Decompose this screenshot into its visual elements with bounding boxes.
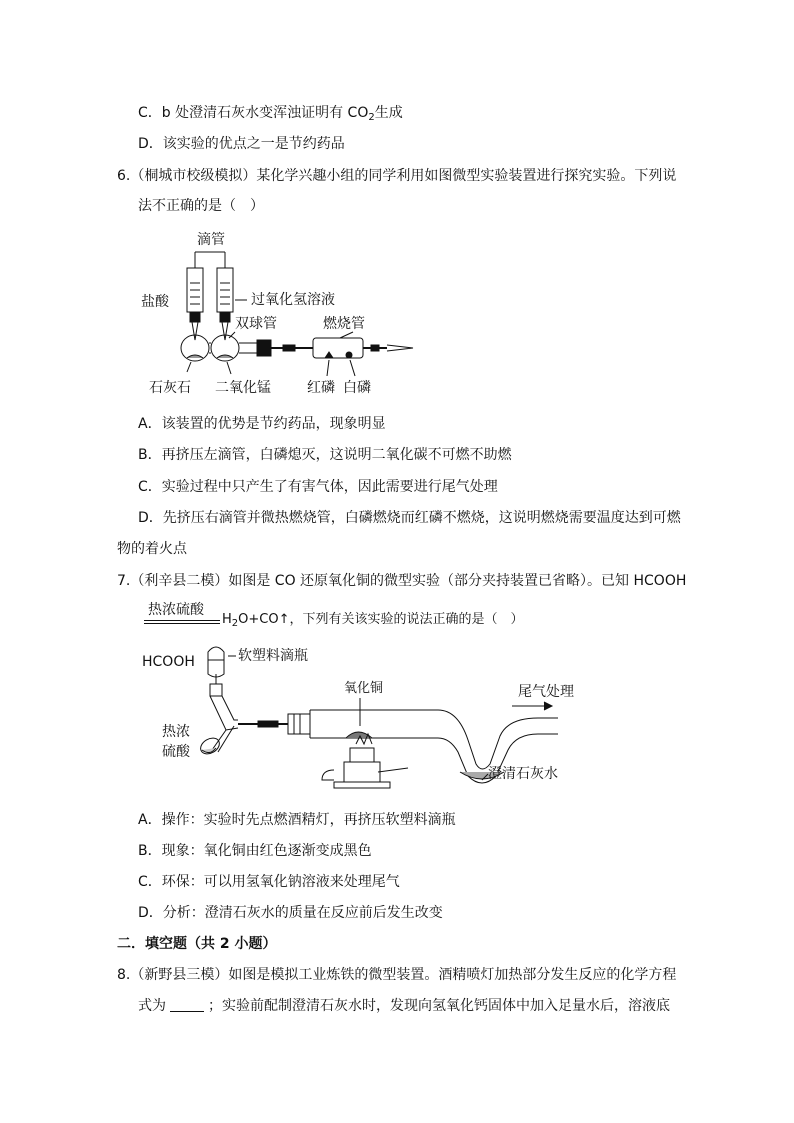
label-h2o2: 过氧化氢溶液 [251, 292, 335, 308]
q5-option-d: D．该实验的优点之一是节约药品 [138, 136, 345, 152]
q7-option-a: A．操作：实验时先点燃酒精灯，再挤压软塑料滴瓶 [138, 812, 456, 828]
q7-stem-line2: $H_2O+CO↑$，下列有关该实验的说法正确的是（ ） [222, 612, 524, 629]
q7-reaction-arrow-second-line [144, 623, 220, 624]
label-combustion-tube: 燃烧管 [323, 316, 365, 332]
label-hot-conc: 热浓 [162, 724, 190, 740]
q7-reaction-condition: 热浓硫酸 [148, 602, 204, 618]
q8-stem-line1: 8.（新野县三模）如图是模拟工业炼铁的微型装置。酒精喷灯加热部分发生反应的化学方程 [117, 967, 677, 983]
label-soft-bottle: 软塑料滴瓶 [238, 648, 308, 664]
label-cuo: 氧化铜 [344, 681, 384, 696]
q8-stem-line2: 式为 ；实验前配制澄清石灰水时，发现向氢氧化钙固体中加入足量水后，溶液底 [138, 998, 670, 1014]
q7-stem-line1: 7.（利辛县二模）如图是 CO 还原氧化铜的微型实验（部分夹持装置已省略）。已知 HCOOH [117, 573, 687, 589]
q6-option-d-line2: 物的着火点 [117, 541, 187, 557]
q5-option-c: C．b 处澄清石灰水变浑浊证明有 $CO_2$生成 [138, 105, 403, 123]
label-sulfuric-acid: 硫酸 [162, 744, 190, 760]
q6-apparatus-figure [135, 228, 425, 400]
label-mno2: 二氧化锰 [215, 380, 271, 396]
label-limewater: 澄清石灰水 [488, 766, 558, 782]
q7-option-c: C．环保：可以用氢氧化钠溶液来处理尾气 [138, 874, 400, 890]
q7-option-d: D．分析：澄清石灰水的质量在反应前后发生改变 [138, 905, 443, 921]
label-limestone: 石灰石 [149, 380, 191, 396]
q7-option-b: B．现象：氧化铜由红色逐渐变成黑色 [138, 843, 372, 859]
label-red-p: 红磷 [307, 380, 335, 396]
q6-option-a: A．该装置的优势是节约药品，现象明显 [138, 416, 386, 432]
q7-apparatus-figure [138, 640, 588, 800]
label-dropper: 滴管 [197, 232, 225, 248]
label-white-p: 白磷 [343, 380, 371, 396]
q7-reaction-arrow [144, 620, 220, 621]
q6-option-b: B．再挤压左滴管，白磷熄灭，这说明二氧化碳不可燃不助燃 [138, 447, 512, 463]
label-double-bulb: 双球管 [235, 316, 277, 332]
label-tail-gas: 尾气处理 [518, 684, 574, 700]
q8-answer-blank[interactable] [170, 997, 204, 1012]
section-fill-in-title: 二．填空题（共 2 小题） [117, 936, 277, 952]
q6-option-c: C．实验过程中只产生了有害气体，因此需要进行尾气处理 [138, 479, 498, 495]
q6-stem-line2: 法不正确的是（ ） [138, 198, 264, 214]
label-hcl: 盐酸 [141, 294, 169, 310]
q6-stem-line1: 6.（桐城市校级模拟）某化学兴趣小组的同学利用如图微型实验装置进行探究实验。下列说 [117, 168, 677, 184]
q6-option-d-line1: D．先挤压右滴管并微热燃烧管，白磷燃烧而红磷不燃烧，这说明燃烧需要温度达到可燃 [138, 510, 681, 526]
label-hcooh: HCOOH [142, 654, 195, 670]
